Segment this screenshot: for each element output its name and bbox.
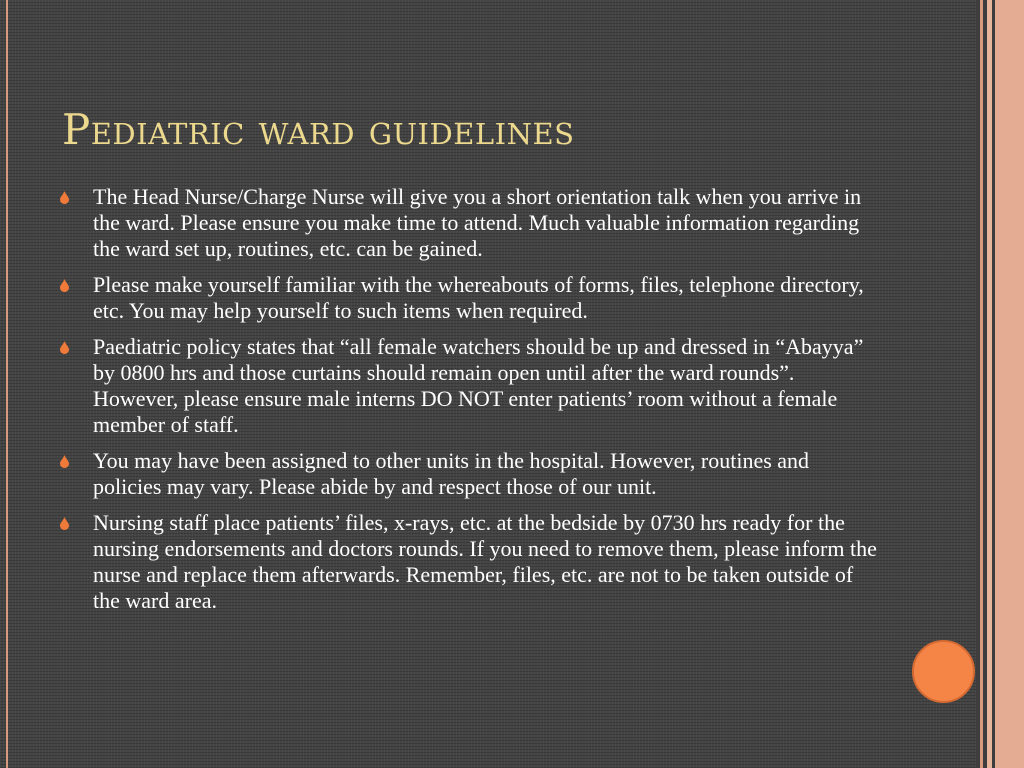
flame-drop-icon	[60, 341, 69, 354]
bullet-text: Paediatric policy states that “all female watchers should be up and dressed in “Abayya” by 0800 hrs and those curtains should remain open until after the ward rounds”. However, please ensure male interns DO NOT enter patients’ room without a female member of staff.	[93, 334, 864, 437]
orange-circle-decoration	[912, 640, 975, 703]
bullet-text: Please make yourself familiar with the whereabouts of forms, files, telephone directory, etc. You may help yourself to such items when required.	[93, 272, 864, 323]
bullet-item	[58, 448, 878, 500]
bullet-item	[58, 334, 878, 438]
bullet-item	[58, 510, 878, 614]
bullet-list	[58, 184, 878, 624]
bullet-text: The Head Nurse/Charge Nurse will give you a short orientation talk when you arrive in the ward. Please ensure you make time to attend. Much valuable information regarding the ward set up, routines, etc. can be gained.	[93, 184, 862, 261]
right-decorative-stripes	[976, 0, 1024, 768]
bullet-item	[58, 272, 878, 324]
bullet-text: You may have been assigned to other units in the hospital. However, routines and policies may vary. Please abide by and respect those of our unit.	[93, 448, 810, 499]
bullet-text: Nursing staff place patients’ files, x-rays, etc. at the bedside by 0730 hrs ready for the nursing endorsements and doctors rounds. If you need to remove them, please inform the nurse and replace them afterwards. Remember, files, etc. are not to be taken outside of the ward area.	[93, 510, 877, 613]
flame-drop-icon	[60, 455, 69, 468]
flame-drop-icon	[60, 191, 69, 204]
bullet-item	[58, 184, 878, 262]
left-border-line	[6, 0, 8, 768]
flame-drop-icon	[60, 517, 69, 530]
flame-drop-icon	[60, 279, 69, 292]
slide-title: Pediatric ward guidelines	[62, 105, 575, 154]
